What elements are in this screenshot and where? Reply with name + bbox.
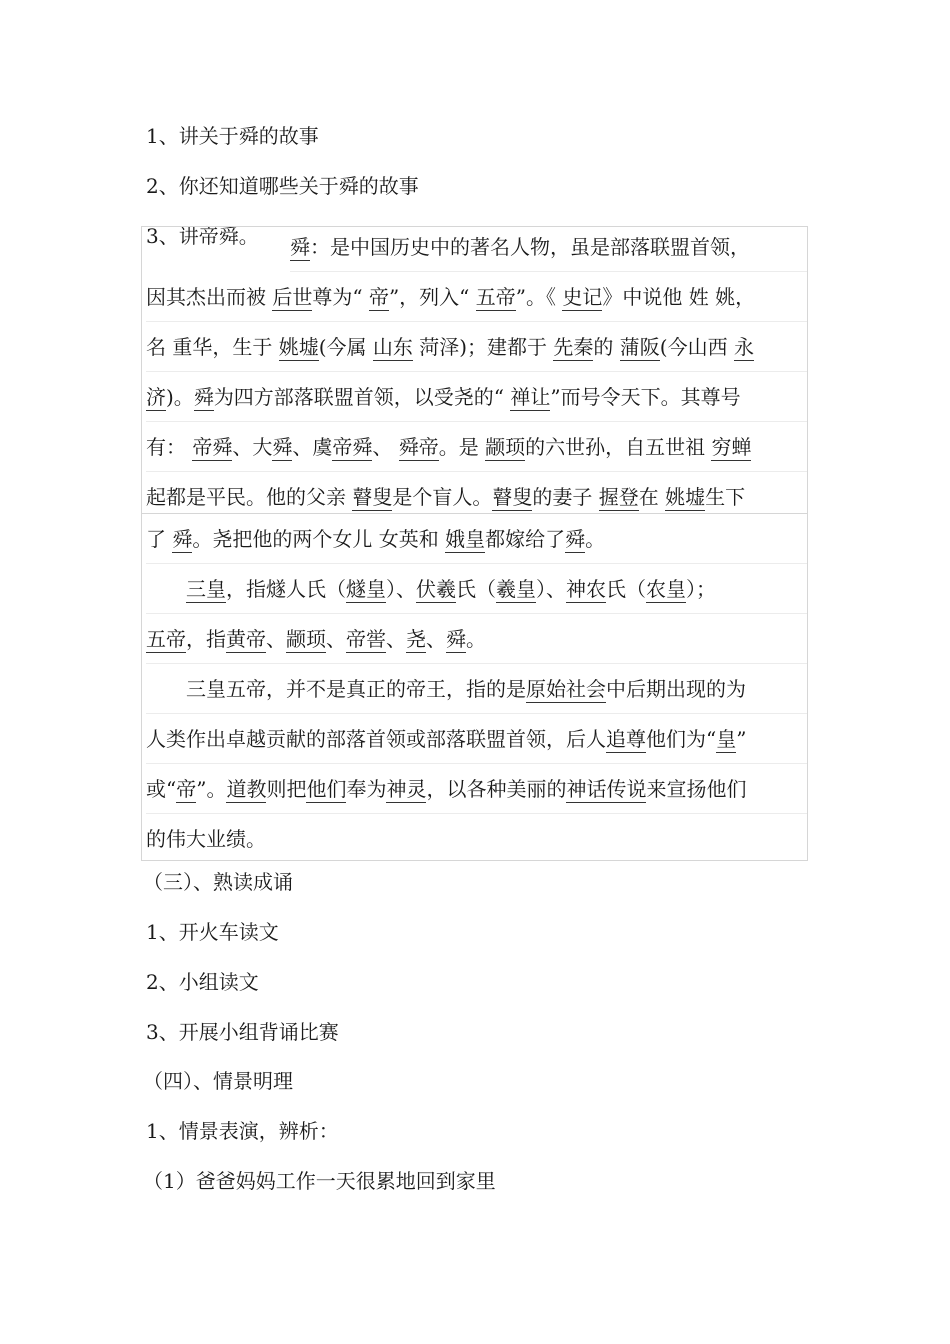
linked-term[interactable]: 帝 xyxy=(176,777,197,801)
linked-term[interactable]: 姚墟 xyxy=(665,485,706,509)
passage-text: 。 xyxy=(466,627,486,651)
passage-text: 。尧把他的两个女儿 女英和 xyxy=(192,527,446,551)
passage-text: 则把 xyxy=(266,777,307,801)
list-item-8: （1）爸爸妈妈工作一天很累地回到家里 xyxy=(143,1169,496,1193)
passage-text: 是个盲人。 xyxy=(392,485,493,509)
passage-text: ）； xyxy=(686,577,716,601)
passage-text: )。 xyxy=(166,385,194,409)
passage-text: 奉为 xyxy=(346,777,387,801)
linked-term[interactable]: 舜 xyxy=(193,385,214,409)
passage-text: (今属 xyxy=(318,335,373,359)
passage-line xyxy=(146,564,807,614)
passage-text: 为四方部落联盟首领，以受尧的“ xyxy=(213,385,511,409)
linked-term[interactable]: 蒲阪 xyxy=(619,335,660,359)
linked-term[interactable]: 神灵 xyxy=(386,777,427,801)
linked-term[interactable]: 帝喾 xyxy=(346,627,386,651)
linked-term[interactable]: 舜 xyxy=(446,627,466,651)
passage-text: ，指 xyxy=(186,627,226,651)
passage-line xyxy=(146,814,807,864)
linked-term[interactable]: 山东 xyxy=(372,335,413,359)
passage-text: ”。 xyxy=(196,777,227,801)
passage-text: 的 xyxy=(593,335,620,359)
passage-text: 来宣扬他们 xyxy=(646,777,747,801)
linked-term[interactable]: 羲皇 xyxy=(496,577,536,601)
passage-text: 的六世孙，自五世祖 xyxy=(525,435,712,459)
passage-text: 。是 xyxy=(438,435,486,459)
passage-text: 、 xyxy=(326,627,346,651)
linked-term[interactable]: 禅让 xyxy=(510,385,551,409)
passage-text: 他们为“ xyxy=(646,727,717,751)
passage-text: 因其杰出而被 xyxy=(146,285,273,309)
passage-text: 氏（ xyxy=(606,577,646,601)
passage-line xyxy=(146,272,807,322)
linked-term[interactable]: 五帝 xyxy=(146,627,186,651)
passage-line xyxy=(146,614,807,664)
linked-term[interactable]: 握登 xyxy=(598,485,639,509)
linked-term[interactable]: 帝 xyxy=(368,285,389,309)
linked-term[interactable]: 济 xyxy=(146,385,166,409)
linked-term[interactable]: 三皇 xyxy=(186,577,226,601)
linked-term[interactable]: 伏羲 xyxy=(416,577,456,601)
passage-text: ” xyxy=(736,727,747,751)
linked-term[interactable]: 颛顼 xyxy=(485,435,526,459)
passage-text: ，以各种美丽的 xyxy=(426,777,567,801)
passage-line xyxy=(146,422,807,472)
passage-text: 中后期出现的为 xyxy=(606,677,746,701)
passage-text: 的妻子 xyxy=(532,485,599,509)
passage-text: 的伟大业绩。 xyxy=(146,827,266,851)
passage-text: ”而号令天下。其尊号 xyxy=(550,385,741,409)
linked-term[interactable]: 黄帝 xyxy=(226,627,266,651)
passage-line xyxy=(146,714,807,764)
passage-text: ”，列入“ xyxy=(388,285,476,309)
linked-term[interactable]: 舜 xyxy=(172,527,193,551)
list-item-4: 1、开火车读文 xyxy=(146,920,279,944)
passage-line xyxy=(146,764,807,814)
linked-term[interactable]: 姚墟 xyxy=(278,335,319,359)
passage-line xyxy=(290,222,807,272)
passage-text: ，指燧人氏（ xyxy=(226,577,346,601)
passage-text: ：是中国历史中的著名人物，虽是部落联盟首领， xyxy=(310,235,750,259)
passage-text: 生下 xyxy=(705,485,746,509)
list-item-5: 2、小组读文 xyxy=(146,970,259,994)
linked-term[interactable]: 史记 xyxy=(562,285,603,309)
section-heading-4: （四）、情景明理 xyxy=(143,1069,293,1093)
linked-term[interactable]: 燧皇 xyxy=(346,577,386,601)
list-item-3: 3、讲帝舜。 xyxy=(146,224,259,248)
passage-text: 。 xyxy=(585,527,606,551)
list-item-7: 1、情景表演，辨析： xyxy=(146,1119,339,1143)
passage-text: 、大 xyxy=(232,435,273,459)
passage-text: 有： xyxy=(146,435,193,459)
linked-term[interactable]: 帝舜 xyxy=(192,435,233,459)
linked-term[interactable]: 穷蝉 xyxy=(711,435,752,459)
passage-text: 了 xyxy=(146,527,173,551)
passage-text xyxy=(146,577,186,601)
passage-text: (今山西 xyxy=(659,335,734,359)
passage-text: 、 xyxy=(266,627,286,651)
list-item-6: 3、开展小组背诵比赛 xyxy=(146,1020,339,1044)
passage-text: 在 xyxy=(638,485,666,509)
passage-text: 氏（ xyxy=(456,577,496,601)
passage-text: ）、 xyxy=(536,577,566,601)
linked-term[interactable]: 舜 xyxy=(565,527,586,551)
passage-text: 人类作出卓越贡献的部落首领或部落联盟首领，后人 xyxy=(146,727,606,751)
passage-text: 、 xyxy=(386,627,406,651)
passage-line xyxy=(146,664,807,714)
linked-term[interactable]: 道教 xyxy=(226,777,267,801)
linked-term[interactable]: 神农 xyxy=(566,577,606,601)
linked-term[interactable]: 瞽叟 xyxy=(492,485,533,509)
passage-text: 菏泽)；建都于 xyxy=(412,335,554,359)
passage-text: 名 重华，生于 xyxy=(146,335,279,359)
section-heading-3: （三）、熟读成诵 xyxy=(143,870,293,894)
linked-term[interactable]: 瞽叟 xyxy=(352,485,393,509)
passage-text: 起都是平民。他的父亲 xyxy=(146,485,353,509)
passage-line xyxy=(146,514,807,564)
linked-term[interactable]: 永 xyxy=(733,335,754,359)
passage-line xyxy=(146,372,807,422)
linked-term[interactable]: 帝舜 xyxy=(332,435,373,459)
passage-text: 都嫁给了 xyxy=(485,527,566,551)
linked-term[interactable]: 追尊 xyxy=(606,727,646,751)
passage-text: 、 xyxy=(426,627,446,651)
linked-term[interactable]: 舜帝 xyxy=(398,435,439,459)
linked-term[interactable]: 舜 xyxy=(272,435,293,459)
linked-term[interactable]: 颛顼 xyxy=(286,627,326,651)
passage-box-lower xyxy=(141,514,808,861)
passage-text: 、 xyxy=(372,435,399,459)
passage-box-upper xyxy=(141,226,808,514)
linked-term[interactable]: 舜 xyxy=(290,235,310,259)
passage-text: 》中说他 姓 姚， xyxy=(602,285,756,309)
linked-term[interactable]: 他们 xyxy=(306,777,347,801)
linked-term[interactable]: 农皇 xyxy=(646,577,686,601)
list-item-1: 1、讲关于舜的故事 xyxy=(146,124,319,148)
passage-text: 三皇五帝，并不是真正的帝王，指的是 xyxy=(146,677,526,701)
linked-term[interactable]: 先秦 xyxy=(553,335,594,359)
passage-line xyxy=(146,322,807,372)
passage-text: ”。《 xyxy=(515,285,563,309)
list-item-2: 2、你还知道哪些关于舜的故事 xyxy=(146,174,419,198)
passage-text: 尊为“ xyxy=(312,285,369,309)
passage-text: 或“ xyxy=(146,777,177,801)
linked-term[interactable]: 尧 xyxy=(406,627,426,651)
passage-text: ）、 xyxy=(386,577,416,601)
linked-term[interactable]: 娥皇 xyxy=(445,527,486,551)
linked-term[interactable]: 神话传说 xyxy=(566,777,647,801)
linked-term[interactable]: 原始社会 xyxy=(526,677,606,701)
linked-term[interactable]: 皇 xyxy=(716,727,737,751)
passage-text: 、虞 xyxy=(292,435,333,459)
linked-term[interactable]: 五帝 xyxy=(475,285,516,309)
linked-term[interactable]: 后世 xyxy=(272,285,313,309)
